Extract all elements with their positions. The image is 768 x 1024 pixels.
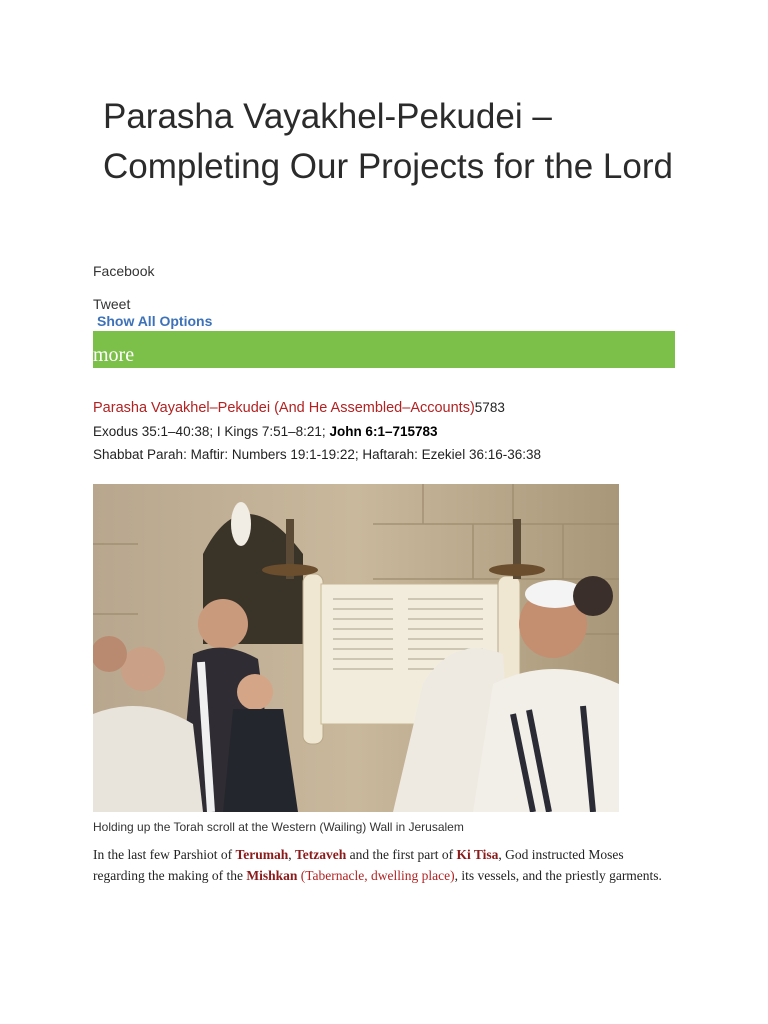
parasha-title: Parasha Vayakhel–Pekudei (And He Assembled–Accounts) <box>93 400 475 416</box>
photo-caption: Holding up the Torah scroll at the Western (Wailing) Wall in Jerusalem <box>93 820 464 834</box>
body-text-comma: , <box>288 847 295 862</box>
term-mishkan: Mishkan <box>246 867 298 883</box>
share-tweet-link[interactable]: Tweet <box>93 296 131 312</box>
gospel-reading: John 6:1–715783 <box>329 424 438 439</box>
body-text-1: In the last few Parshiot of <box>93 847 236 862</box>
body-text-3: , God instructed Moses regarding the making of the <box>93 847 624 883</box>
body-paragraph <box>93 845 673 886</box>
parasha-heading <box>93 400 505 416</box>
shabbat-line: Shabbat Parah: Maftir: Numbers 19:1-19:22; Haftarah: Ezekiel 36:16-36:38 <box>93 447 542 462</box>
term-ki-tisa: Ki Tisa <box>456 847 499 862</box>
parasha-year: 5783 <box>474 400 505 415</box>
readings-line <box>93 424 438 439</box>
more-bar[interactable] <box>93 331 675 368</box>
term-terumah: Terumah <box>235 847 289 862</box>
more-label: more <box>93 344 135 366</box>
page-title: Parasha Vayakhel-Pekudei – Completing Our Projects for the Lord <box>103 97 673 186</box>
body-text-2: and the first part of <box>346 847 457 862</box>
torah-photo-image <box>93 484 619 812</box>
torah-photo <box>93 484 619 812</box>
readings-text: Exodus 35:1–40:38; I Kings 7:51–8:21; <box>93 424 330 439</box>
term-tetzaveh: Tetzaveh <box>294 847 347 862</box>
body-text-5: , its vessels, and the priestly garments. <box>454 867 662 883</box>
share-facebook-link[interactable]: Facebook <box>93 263 155 279</box>
show-all-options-button[interactable]: Show All Options <box>97 313 213 329</box>
mishkan-definition: (Tabernacle, dwelling place) <box>300 867 455 883</box>
